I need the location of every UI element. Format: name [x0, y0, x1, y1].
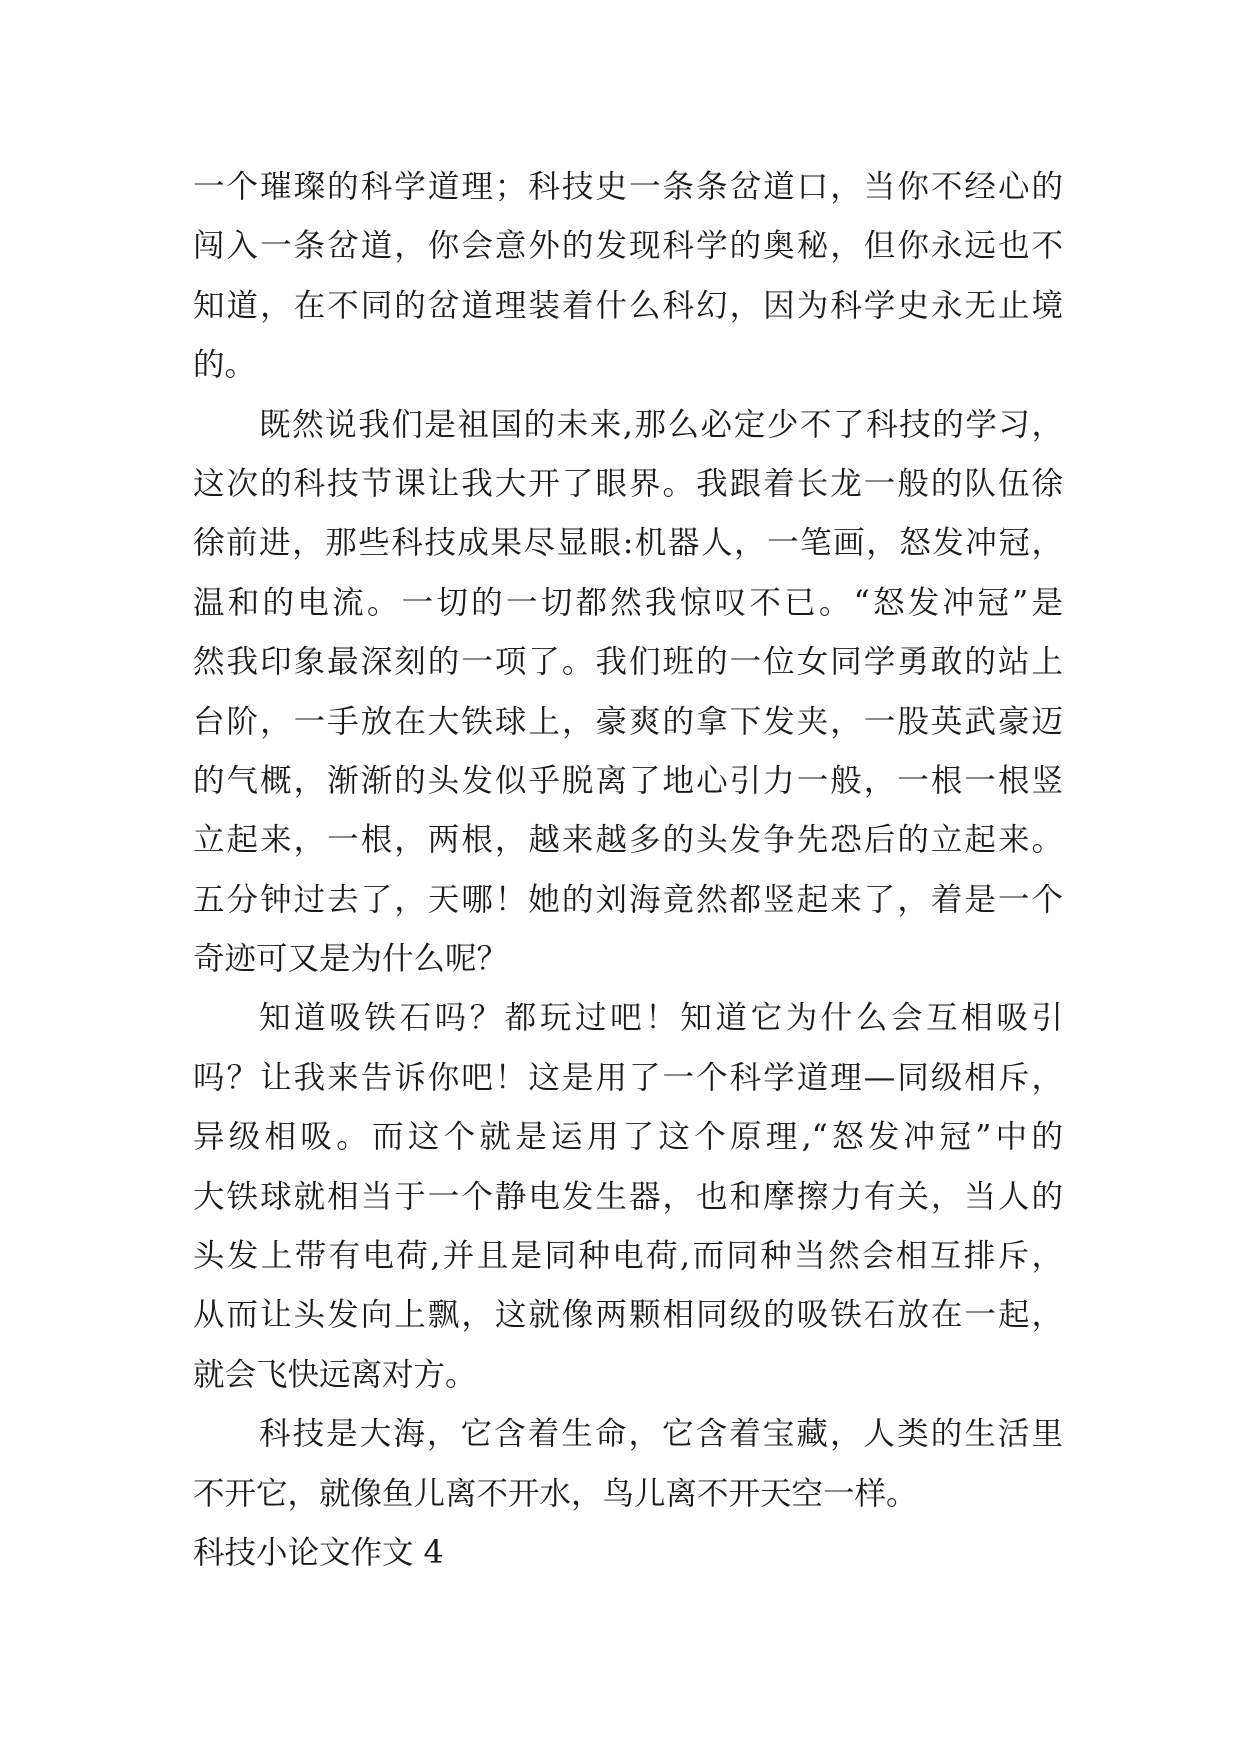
paragraph-line: 大铁球就相当于一个静电发生器，也和摩擦力有关，当人的 [193, 1178, 1063, 1215]
paragraph-line: 知道吸铁石吗？都玩过吧！知道它为什么会互相吸引 [259, 1000, 1063, 1037]
paragraph-line: 温和的电流。一切的一切都然我惊叹不已。“怒发冲冠”是 [193, 584, 1063, 621]
paragraph-3 [193, 989, 1063, 1405]
paragraph-line: 从而让头发向上飘，这就像两颗相同级的吸铁石放在一起， [193, 1297, 1063, 1334]
paragraph-line: 异级相吸。而这个就是运用了这个原理,“怒发冲冠”中的 [193, 1119, 1063, 1156]
paragraph-line: 台阶，一手放在大铁球上，豪爽的拿下发夹，一股英武豪迈 [193, 703, 1063, 740]
paragraph-line: 不开它，就像鱼儿离不开水，鸟儿离不开天空一样。 [193, 1475, 918, 1512]
paragraph-line: 知道，在不同的岔道理装着什么科幻，因为科学史永无止境 [193, 287, 1063, 324]
paragraph-4 [193, 1405, 1063, 1524]
paragraph-line: 科技是大海，它含着生命，它含着宝藏，人类的生活里 [259, 1416, 1063, 1453]
paragraph-line: 一个璀璨的科学道理；科技史一条条岔道口，当你不经心的 [193, 169, 1063, 205]
paragraph-line: 就会飞快远离对方。 [193, 1356, 477, 1393]
paragraph-line: 既然说我们是祖国的未来,那么必定少不了科技的学习， [259, 406, 1063, 443]
paragraph-line: 的。 [193, 347, 257, 384]
paragraph-line: 闯入一条岔道，你会意外的发现科学的奥秘，但你永远也不 [193, 228, 1063, 265]
paragraph-line: 吗？让我来告诉你吧！这是用了一个科学道理—同级相斥， [193, 1059, 1063, 1096]
paragraph-line: 五分钟过去了，天哪！她的刘海竟然都竖起来了，着是一个 [193, 881, 1063, 918]
paragraph-1 [193, 158, 1063, 396]
paragraph-line: 然我印象最深刻的一项了。我们班的一位女同学勇敢的站上 [193, 644, 1063, 681]
document-body [193, 158, 1063, 1583]
paragraph-line: 的气概，渐渐的头发似乎脱离了地心引力一般，一根一根竖 [193, 762, 1063, 799]
paragraph-line: 奇迹可又是为什么呢？ [193, 941, 509, 978]
section-heading: 科技小论文作文 4 [193, 1534, 444, 1571]
paragraph-line: 徐前进，那些科技成果尽显眼:机器人，一笔画，怒发冲冠， [193, 525, 1063, 562]
paragraph-line: 头发上带有电荷,并且是同种电荷,而同种当然会相互排斥， [193, 1238, 1063, 1275]
paragraph-line: 立起来，一根，两根，越来越多的头发争先恐后的立起来。 [193, 822, 1063, 859]
paragraph-2 [193, 396, 1063, 990]
paragraph-line: 这次的科技节课让我大开了眼界。我跟着长龙一般的队伍徐 [193, 465, 1063, 502]
